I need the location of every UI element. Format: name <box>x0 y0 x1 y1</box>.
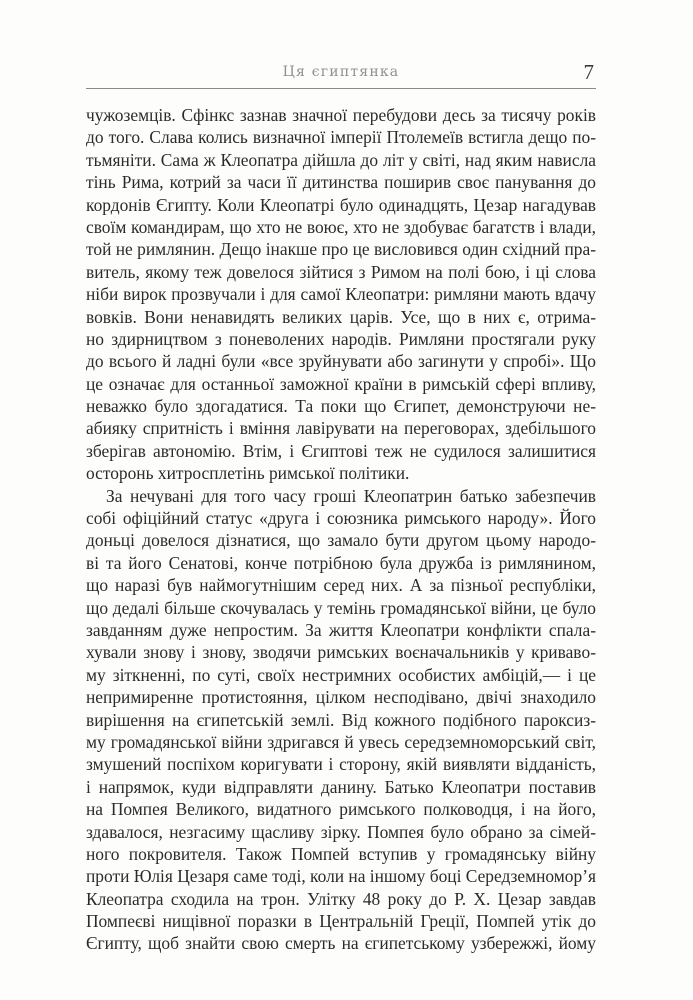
text-line: собі офіційний статус «друга і союзника римського народу». Його <box>86 508 596 529</box>
text-line: хували знову і знову, зводячи римських воєначальників у кривавo- <box>86 642 596 663</box>
text-line: і напрямок, куди відправляти данину. Батько Клеопатри поставив <box>86 776 596 797</box>
paragraph <box>86 104 596 485</box>
text-line: тінь Рима, котрий за часи її дитинства поширив своє панування до <box>86 172 596 193</box>
text-line: змушений поспіхом коригувати і сторону, якій виявляти відданість, <box>86 754 596 775</box>
page-number: 7 <box>583 60 594 84</box>
text-line: За нечувані для того часу гроші Клеопатрин батько забезпечив <box>106 485 596 506</box>
text-line: ніби вирок прозвучали і для самої Клеопатри: римляни мають вдачу <box>86 284 596 305</box>
text-line: доньці довелося дізнатися, що замало бути другом цьому народо- <box>86 530 596 551</box>
text-line: абияку спритність і вміння лавірувати на переговорах, здебільшого <box>86 418 596 439</box>
text-line: вирішення на єгипетській землі. Від кожного подібного пароксиз- <box>86 709 596 730</box>
text-line: ного покровителя. Також Помпей вступив у громадянську війну <box>86 843 596 864</box>
text-line: осторонь хитросплетінь римської політики. <box>86 463 410 484</box>
text-line: це означає для останньої заможної країни в римській сфері впливу, <box>86 373 596 394</box>
text-line: му зіткненні, по суті, своїх нестримних особистих амбіцій,— і це <box>86 664 596 685</box>
text-line: му громадянської війни здригався й увесь середземноморський світ, <box>86 731 596 752</box>
text-line: здавалося, незгасиму щасливу зірку. Помпея було обрано за сімей- <box>86 821 596 842</box>
chapter-title: Ця єгиптянка <box>282 64 400 80</box>
text-line: кордонів Єгипту. Коли Клеопатрі було одинадцять, Цезар нагадував <box>86 194 596 215</box>
text-line: непримиренне протистояння, цілком несподівано, двічі знаходило <box>86 687 596 708</box>
text-line: Помпеєві нищівної поразки в Центральній Греції, Помпей утік до <box>86 911 596 932</box>
text-line: неважко було здогадатися. Та поки що Єгипет, демонструючи не- <box>86 396 596 417</box>
text-line: завданням дуже непростим. За життя Клеопатри конфлікти спала- <box>86 619 596 640</box>
text-line: проти Юлія Цезаря саме тоді, коли на іншому боці Середземномор’я <box>86 866 596 887</box>
text-line: на Помпея Великого, видатного римського полководця, і на його, <box>86 799 596 820</box>
text-line: до того. Слава колись визначної імперії Птолемеїв встигла дещо по- <box>86 127 596 148</box>
text-line: що наразі був наймогутнішим серед них. А за пізньої республіки, <box>86 575 596 596</box>
text-line: своїм командирам, що хто не воює, хто не здобуває багатств і влади, <box>86 216 596 237</box>
text-line: до всього й ладні були «все зруйнувати або загинути у спробі». Що <box>86 351 596 372</box>
text-line: вовків. Вони ненавидять великих царів. Усе, що в них є, отрима- <box>86 306 596 327</box>
text-line: но здирництвом з поневолених народів. Римляни простягали руку <box>86 328 596 349</box>
text-line: тьмяніти. Сама ж Клеопатра дійшла до літ у світі, над яким нависла <box>86 149 596 170</box>
running-head <box>86 62 596 89</box>
text-line: чужоземців. Сфінкс зазнав значної перебудови десь за тисячу років <box>86 105 596 125</box>
body-text <box>86 104 596 955</box>
text-line: Клеопатра сходила на трон. Улітку 48 року до Р. Х. Цезар завдав <box>86 888 596 909</box>
text-line: витель, якому теж довелося зійтися з Римом на полі бою, і ці слова <box>86 261 596 282</box>
text-line: ві та його Сенатові, конче потрібною була дружба із римлянином, <box>86 552 596 573</box>
text-line: що дедалі більше скочувалась у темінь громадянської війни, це було <box>86 597 596 618</box>
text-line: той не римлянин. Дещо інакше про це висловився один східний пра- <box>86 239 596 260</box>
paragraph <box>86 485 596 955</box>
text-line: зберігав автономію. Втім, і Єгиптові теж не судилося залишитися <box>86 440 596 461</box>
text-line: Єгипту, щоб знайти свою смерть на єгипетському узбережжі, йому <box>86 933 596 954</box>
